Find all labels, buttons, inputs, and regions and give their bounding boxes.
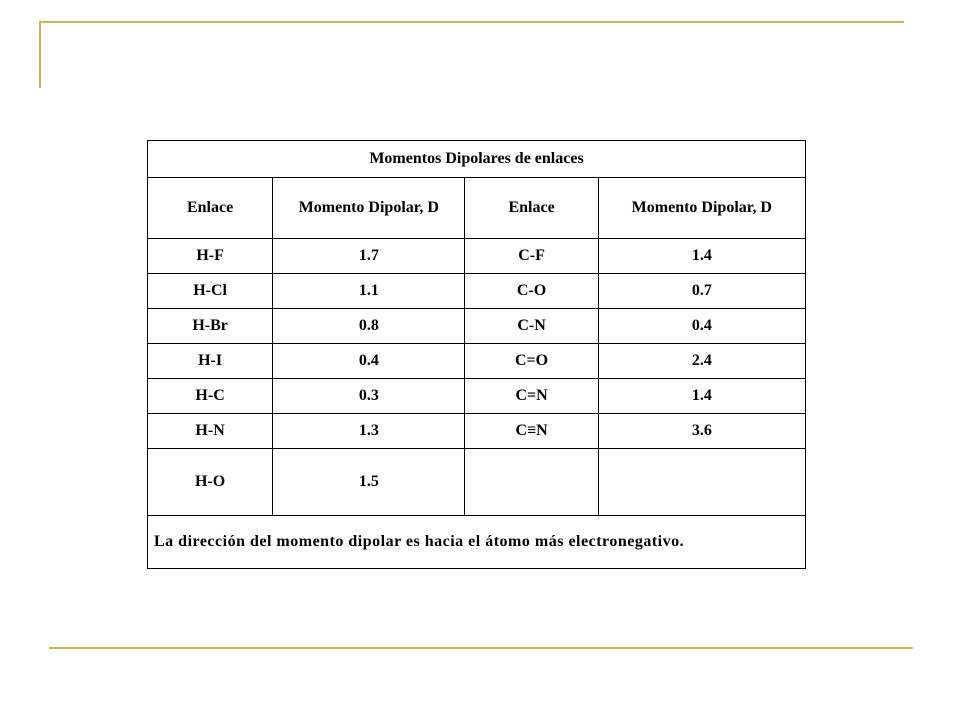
decorative-top-line [39, 21, 904, 23]
table-cell: 0.4 [273, 344, 465, 379]
table-cell: C=O [465, 344, 598, 379]
table-row [148, 449, 806, 516]
table-cell: C-F [465, 239, 598, 274]
table-row [148, 379, 806, 414]
table-cell: H-C [148, 379, 273, 414]
table-cell: 3.6 [598, 414, 805, 449]
table-cell: C-O [465, 274, 598, 309]
table-note-row [148, 516, 806, 569]
table-cell: H-N [148, 414, 273, 449]
table-title-row [148, 141, 806, 178]
table-row [148, 344, 806, 379]
table-row [148, 414, 806, 449]
table-cell: H-I [148, 344, 273, 379]
table-cell: 0.3 [273, 379, 465, 414]
header-bond-1: Enlace [148, 178, 273, 239]
table-note: La dirección del momento dipolar es hacia el átomo más electronegativo. [148, 516, 806, 569]
table-cell: H-F [148, 239, 273, 274]
table-cell: H-O [148, 449, 273, 516]
table-cell: C=N [465, 379, 598, 414]
table-cell-empty [465, 449, 598, 516]
table-cell: 1.4 [598, 239, 805, 274]
decorative-left-line [39, 21, 41, 88]
header-bond-2: Enlace [465, 178, 598, 239]
table-title: Momentos Dipolares de enlaces [148, 141, 806, 178]
table-cell: H-Br [148, 309, 273, 344]
table-header-row [148, 178, 806, 239]
table-cell: 1.5 [273, 449, 465, 516]
table-cell: 2.4 [598, 344, 805, 379]
table-cell: 0.7 [598, 274, 805, 309]
table-cell: 1.3 [273, 414, 465, 449]
table-cell: 1.1 [273, 274, 465, 309]
table-cell: C-N [465, 309, 598, 344]
table-cell: C≡N [465, 414, 598, 449]
table-row [148, 239, 806, 274]
table-row [148, 274, 806, 309]
header-dipole-moment-1: Momento Dipolar, D [273, 178, 465, 239]
table-row [148, 309, 806, 344]
table-cell-empty [598, 449, 805, 516]
header-dipole-moment-2: Momento Dipolar, D [598, 178, 805, 239]
dipole-moments-table [147, 140, 806, 569]
table-cell: 0.4 [598, 309, 805, 344]
table-cell: 1.4 [598, 379, 805, 414]
table-cell: 0.8 [273, 309, 465, 344]
table-cell: 1.7 [273, 239, 465, 274]
decorative-bottom-line [49, 647, 913, 649]
table-cell: H-Cl [148, 274, 273, 309]
